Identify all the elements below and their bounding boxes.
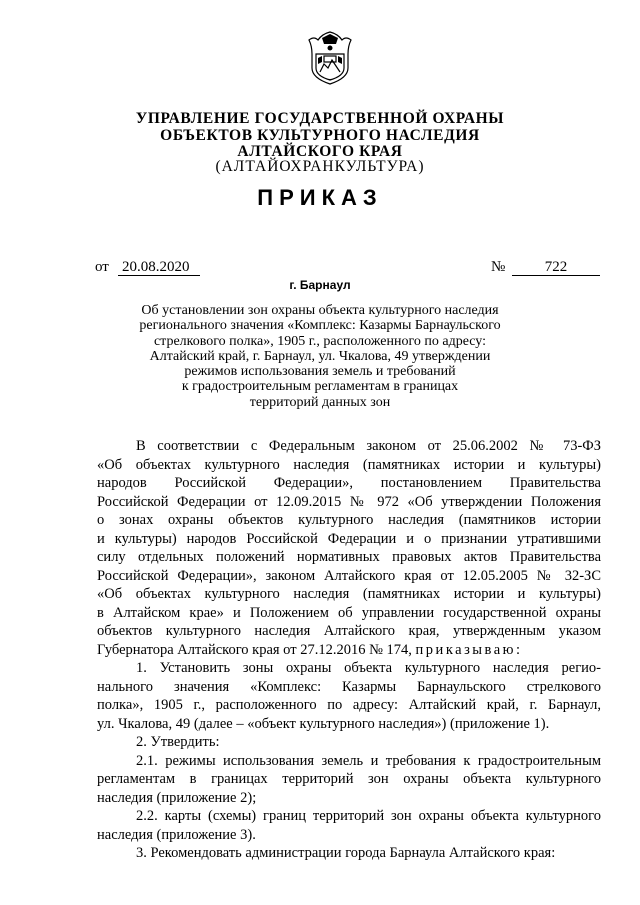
org-short-name: (АЛТАЙОХРАНКУЛЬТУРА) [215, 158, 425, 175]
title-line: к градостроительным регламентам в границах [181, 379, 459, 395]
title-line: Алтайский край, г. Барнаул, ул. Чкалова, 49 утверждении [149, 348, 491, 364]
org-name-line1: УПРАВЛЕНИЕ ГОСУДАРСТВЕННОЙ ОХРАНЫ [135, 110, 505, 127]
order-keyword: приказываю: [415, 641, 523, 658]
body-line: регламентам в границах территорий зон охраны объекта культурного [97, 771, 601, 787]
body-line: в Алтайском крае» и Положением об управлении государственной охраны [97, 604, 601, 621]
body-line: Российской Федерации», законом Алтайского края от 12.05.2005 № 32-ЗС [97, 567, 601, 584]
body-line: нального значения «Комплекс: Казармы Барнаульского стрелкового [97, 678, 601, 695]
body-line: и культуры) народов Российской Федерации и о признании утратившими [97, 530, 601, 547]
body-line: Российской Федерации от 12.09.2015 № 972 «Об утверждении Положения [97, 493, 601, 510]
body-line: ул. Чкалова, 49 (далее – «объект культурного наследия») (приложение 1). [97, 715, 550, 732]
body-line: 2.1. режимы использования земель и требования к градостроительным [136, 752, 601, 769]
body-line: В соответствии с Федеральным законом от 25.06.2002 № 73-ФЗ [136, 438, 601, 454]
date-label: от [95, 259, 109, 275]
document-number: 722 [512, 259, 600, 276]
body-line: «Об объектах культурного наследия (памятниках истории и культуры) [97, 456, 601, 473]
title-line: стрелкового полка», 1905 г., расположенного по адресу: [153, 333, 487, 349]
body-line: 1. Установить зоны охраны объекта культурного наследия регио- [136, 660, 601, 676]
body-line: 2.2. карты (схемы) границ территорий зон охраны объекта культурного [136, 808, 601, 824]
document-title [100, 303, 540, 410]
org-name-line2: ОБЪЕКТОВ КУЛЬТУРНОГО НАСЛЕДИЯ [160, 127, 480, 144]
document-type-heading: ПРИКАЗ [257, 185, 383, 210]
coat-of-arms-icon [300, 28, 360, 88]
body-line: народов Российской Федерации», постановлением Правительства [97, 475, 601, 491]
document-body [97, 437, 601, 863]
body-line: силу отдельных положений нормативных правовых актов Правительства [97, 549, 601, 565]
body-line: полка», 1905 г., расположенного по адресу: Алтайский край, г. Барнаул, [97, 697, 601, 713]
title-line: Об установлении зон охраны объекта культурного наследия [141, 303, 499, 318]
document-date: 20.08.2020 [118, 259, 200, 276]
body-line: 3. Рекомендовать администрации города Барнаула Алтайского края: [136, 845, 556, 861]
body-line: наследия (приложение 2); [97, 789, 257, 806]
body-line: объектов культурного наследия Алтайского края, утвержденным указом [97, 623, 601, 639]
title-line: территорий данных зон [249, 394, 391, 410]
number-label: № [491, 259, 506, 275]
body-line: 2. Утвердить: [136, 734, 220, 750]
body-line: «Об объектах культурного наследия (памятниках истории и культуры) [97, 586, 601, 602]
title-line: регионального значения «Комплекс: Казармы Барнаульского [139, 318, 501, 334]
body-line: наследия (приложение 3). [97, 826, 256, 843]
city-name: г. Барнаул [289, 278, 351, 292]
org-name-line3: АЛТАЙСКОГО КРАЯ [237, 143, 403, 160]
body-line: о зонах охраны объектов культурного наследия (памятников истории [97, 512, 601, 528]
body-line [97, 641, 601, 660]
body-line-text: Губернатора Алтайского края от 27.12.2016 № 174, [97, 641, 412, 658]
title-line: режимов использования земель и требований [184, 364, 456, 380]
